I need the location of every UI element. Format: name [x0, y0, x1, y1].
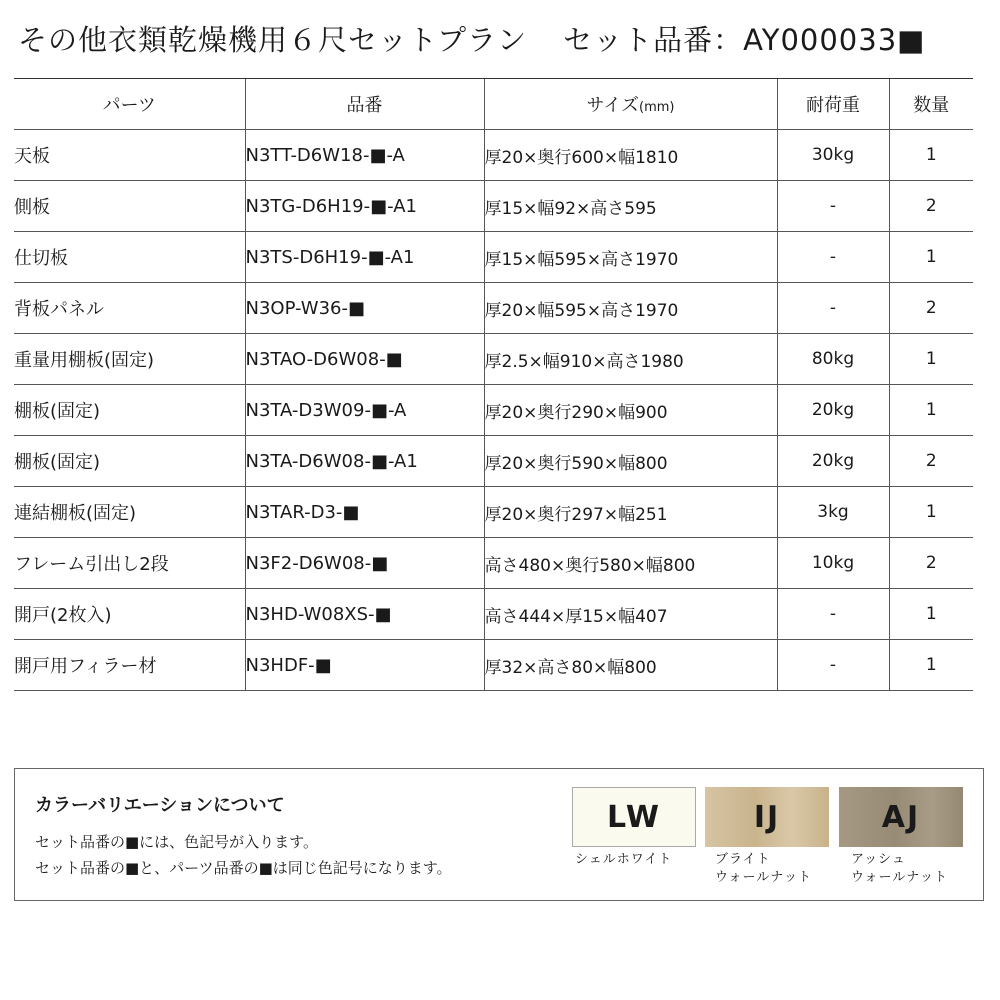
table-row	[14, 538, 973, 589]
cell-qty: 1	[889, 640, 973, 691]
table-row	[14, 436, 973, 487]
color-note-2: セット品番の■と、パーツ品番の■は同じ色記号になります。	[35, 859, 452, 877]
header-size-unit: (mm)	[639, 100, 675, 115]
cell-code: N3TT-D6W18-■-A	[245, 130, 484, 181]
cell-code: N3TA-D3W09-■-A	[245, 385, 484, 436]
cell-size: 厚15×幅92×高さ595	[484, 181, 777, 232]
cell-size: 厚2.5×幅910×高さ1980	[484, 334, 777, 385]
plan-title: その他衣類乾燥機用６尺セットプラン	[18, 23, 528, 57]
cell-load: -	[777, 232, 889, 283]
cell-part: 仕切板	[14, 232, 245, 283]
color-variation-heading: カラーバリエーションについて	[35, 795, 285, 816]
cell-code: N3TS-D6H19-■-A1	[245, 232, 484, 283]
set-code: セット品番：AY000033■	[563, 23, 926, 57]
cell-qty: 1	[889, 334, 973, 385]
swatch-label-ij-line1: ブライト	[715, 852, 771, 867]
cell-part: 連結棚板(固定)	[14, 487, 245, 538]
swatch-label-ij-line2: ウォールナット	[715, 870, 812, 885]
cell-code: N3HDF-■	[245, 640, 484, 691]
table-row	[14, 181, 973, 232]
table-row	[14, 232, 973, 283]
cell-size: 厚20×奥行590×幅800	[484, 436, 777, 487]
cell-part: 重量用棚板(固定)	[14, 334, 245, 385]
swatch-label-aj	[851, 851, 948, 887]
cell-code: N3HD-W08XS-■	[245, 589, 484, 640]
cell-size: 高さ480×奥行580×幅800	[484, 538, 777, 589]
cell-code: N3TAR-D3-■	[245, 487, 484, 538]
swatch-label-lw-line1: シェルホワイト	[575, 852, 673, 867]
table-row	[14, 334, 973, 385]
cell-size: 厚32×高さ80×幅800	[484, 640, 777, 691]
cell-qty: 1	[889, 589, 973, 640]
header-qty: 数量	[889, 79, 973, 130]
swatch-aj: AJ	[839, 787, 963, 847]
cell-code: N3TAO-D6W08-■	[245, 334, 484, 385]
cell-part: 背板パネル	[14, 283, 245, 334]
cell-qty: 2	[889, 181, 973, 232]
cell-part: 棚板(固定)	[14, 436, 245, 487]
cell-size: 厚20×奥行600×幅1810	[484, 130, 777, 181]
cell-size: 厚20×奥行297×幅251	[484, 487, 777, 538]
cell-part: フレーム引出し2段	[14, 538, 245, 589]
cell-qty: 2	[889, 283, 973, 334]
color-variation-box	[14, 768, 984, 901]
cell-load: 20kg	[777, 436, 889, 487]
cell-size: 厚15×幅595×高さ1970	[484, 232, 777, 283]
header-load: 耐荷重	[777, 79, 889, 130]
swatch-lw: LW	[572, 787, 696, 847]
cell-part: 側板	[14, 181, 245, 232]
cell-qty: 2	[889, 538, 973, 589]
cell-code: N3TG-D6H19-■-A1	[245, 181, 484, 232]
table-row	[14, 385, 973, 436]
table-row	[14, 589, 973, 640]
header-code: 品番	[245, 79, 484, 130]
cell-part: 棚板(固定)	[14, 385, 245, 436]
cell-load: 20kg	[777, 385, 889, 436]
color-note-1: セット品番の■には、色記号が入ります。	[35, 833, 318, 851]
swatch-label-ij	[715, 851, 812, 887]
parts-table	[14, 78, 973, 691]
cell-qty: 1	[889, 232, 973, 283]
cell-load: 30kg	[777, 130, 889, 181]
cell-qty: 1	[889, 487, 973, 538]
swatch-label-lw	[575, 851, 672, 869]
page-title	[18, 18, 988, 62]
cell-size: 厚20×奥行290×幅900	[484, 385, 777, 436]
header-size-label: サイズ	[586, 95, 640, 116]
table-row	[14, 283, 973, 334]
table-header-row	[14, 79, 973, 130]
header-size	[484, 79, 777, 130]
cell-qty: 2	[889, 436, 973, 487]
swatch-label-aj-line1: アッシュ	[851, 852, 906, 867]
cell-qty: 1	[889, 130, 973, 181]
cell-load: 3kg	[777, 487, 889, 538]
cell-qty: 1	[889, 385, 973, 436]
table-row	[14, 640, 973, 691]
cell-part: 開戸(2枚入)	[14, 589, 245, 640]
cell-code: N3OP-W36-■	[245, 283, 484, 334]
cell-part: 天板	[14, 130, 245, 181]
cell-code: N3F2-D6W08-■	[245, 538, 484, 589]
cell-load: -	[777, 181, 889, 232]
table-row	[14, 130, 973, 181]
cell-size: 高さ444×厚15×幅407	[484, 589, 777, 640]
table-row	[14, 487, 973, 538]
cell-part: 開戸用フィラー材	[14, 640, 245, 691]
cell-code: N3TA-D6W08-■-A1	[245, 436, 484, 487]
cell-load: -	[777, 283, 889, 334]
swatch-ij: IJ	[705, 787, 829, 847]
cell-load: 10kg	[777, 538, 889, 589]
header-part: パーツ	[14, 79, 245, 130]
cell-load: -	[777, 589, 889, 640]
cell-load: -	[777, 640, 889, 691]
cell-load: 80kg	[777, 334, 889, 385]
cell-size: 厚20×幅595×高さ1970	[484, 283, 777, 334]
swatch-label-aj-line2: ウォールナット	[851, 870, 948, 885]
